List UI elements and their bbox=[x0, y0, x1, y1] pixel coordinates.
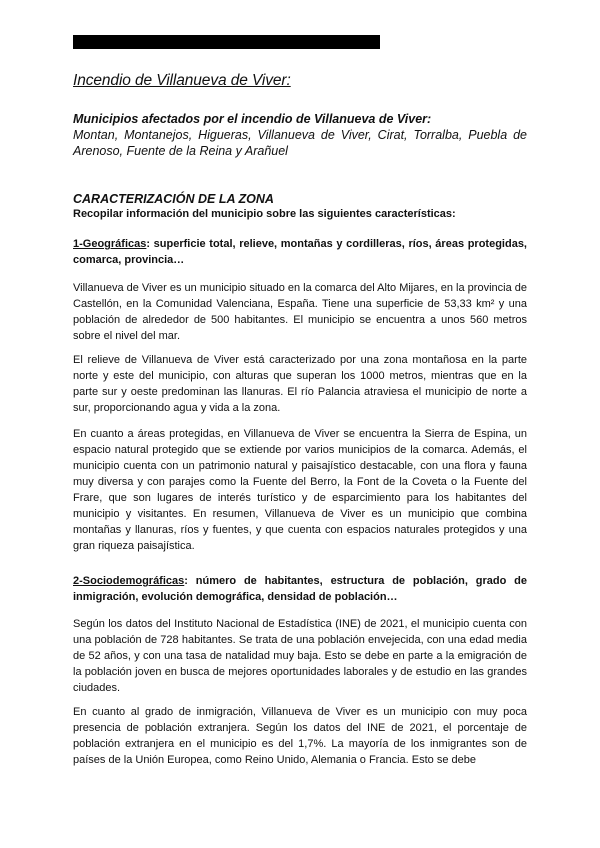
municipalities-list: Montan, Montanejos, Higueras, Villanueva de Viver, Cirat, Torralba, Puebla de Arenoso, Fuente de la Reina y Arañuel bbox=[73, 128, 527, 158]
socio-paragraph-2: En cuanto al grado de inmigración, Villanueva de Viver es un municipio con muy poca presencia de población extranjera. Según los datos del INE de 2021, el porcentaje de población extranjera en el municipio es del 1,7%. La mayoría de los inmigrantes son de países de la Unión Europea, como Reino Unido, Alemania o Francia. Esto se debe bbox=[73, 706, 527, 766]
geo-heading-label: 1-Geográficas bbox=[73, 238, 147, 250]
redaction-bar bbox=[73, 35, 380, 49]
section-title: CARACTERIZACIÓN DE LA ZONA bbox=[73, 192, 274, 206]
geo-paragraph-3: En cuanto a áreas protegidas, en Villanueva de Viver se encuentra la Sierra de Espina, un espacio natural protegido que se extiende por varios municipios de la comarca. Además, el municipio cuenta con un patrimonio natural y paisajístico destacable, con una flora y fauna muy diversa y con parajes como la Fuente del Berro, la Font de la Coveta o la Fuente del Frare, que son lugares de interés turístico y de esparcimiento para los habitantes del municipio y visitantes. En resumen, Villanueva de Viver es un municipio que combina montañas y llanuras, ríos y fuentes, y que cuenta con espacios naturales protegidos y una gran riqueza paisajística. bbox=[73, 428, 527, 552]
municipalities-heading: Municipios afectados por el incendio de Villanueva de Viver: bbox=[73, 112, 432, 126]
socio-paragraph-1: Según los datos del Instituto Nacional de Estadística (INE) de 2021, el municipio cuenta con una población de 728 habitantes. Se trata de una población envejecida, con una edad media de 52 años, y con una tasa de natalidad muy baja. Esto se debe en parte a la emigración de la población joven en busca de mejores oportunidades laborales y de estudio en las grandes ciudades. bbox=[73, 618, 527, 694]
geo-heading-text: : superficie total, relieve, montañas y cordilleras, ríos, áreas protegidas, comarca, provincia… bbox=[73, 238, 527, 266]
socio-heading-text: : número de habitantes, estructura de población, grado de inmigración, evolución demográfica, densidad de población… bbox=[73, 575, 527, 603]
municipalities-block bbox=[73, 111, 527, 159]
geo-paragraph-2: El relieve de Villanueva de Viver está caracterizado por una zona montañosa en la parte norte y este del municipio, con alturas que superan los 1000 metros, mientras que en la parte sur y oeste predominan las llanuras. El río Palancia atraviesa el municipio de norte a sur, proporcionando agua y vida a la zona. bbox=[73, 354, 527, 414]
socio-heading bbox=[73, 573, 527, 605]
section-header bbox=[73, 192, 527, 221]
document-title: Incendio de Villanueva de Viver: bbox=[73, 72, 291, 89]
geo-heading bbox=[73, 236, 527, 268]
geo-paragraph-1: Villanueva de Viver es un municipio situado en la comarca del Alto Mijares, en la provincia de Castellón, en la Comunidad Valenciana, España. Tiene una superficie de 53,33 km² y una población de alrededor de 500 habitantes. El municipio se encuentra a unos 560 metros sobre el nivel del mar. bbox=[73, 282, 527, 342]
section-subtitle: Recopilar información del municipio sobre las siguientes características: bbox=[73, 208, 456, 220]
socio-heading-label: 2-Sociodemográficas bbox=[73, 575, 185, 587]
